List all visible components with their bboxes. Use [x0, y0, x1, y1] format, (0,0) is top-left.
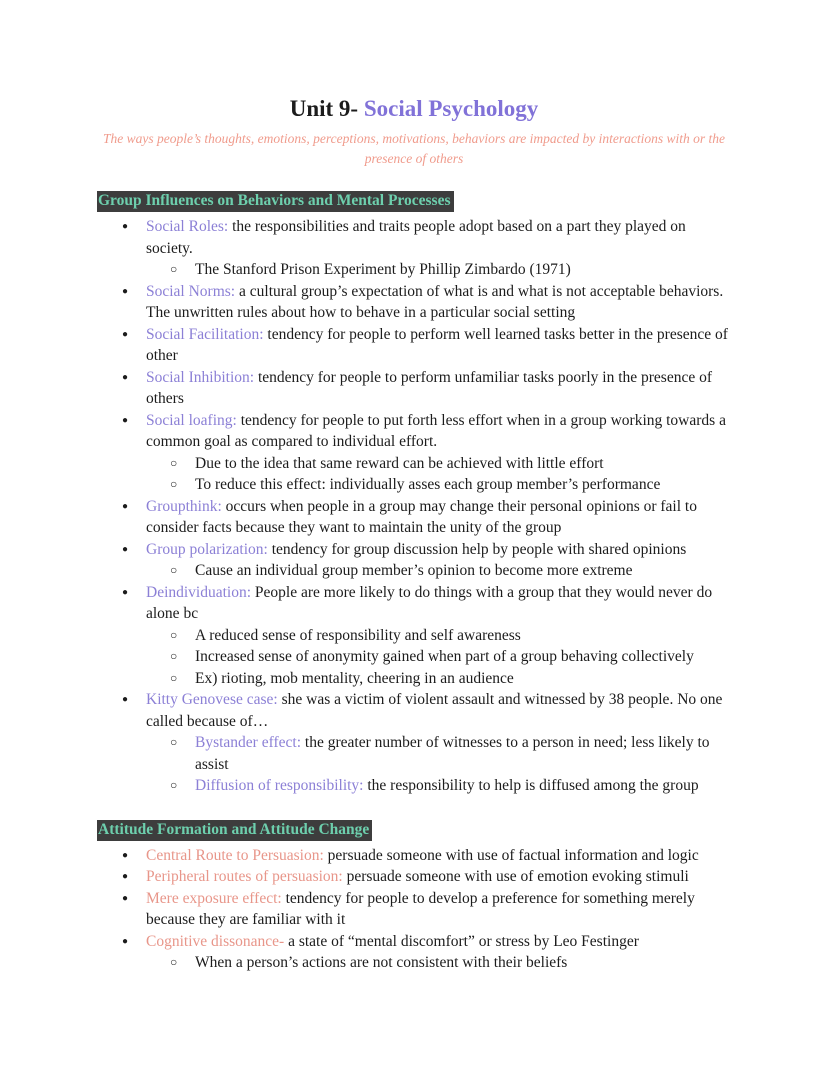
sub-bullet-item	[170, 732, 731, 775]
disc-bullet-icon: ●	[122, 871, 129, 882]
bullet-item	[122, 582, 731, 625]
disc-bullet-icon: ●	[122, 285, 129, 297]
circle-bullet-icon: ○	[170, 262, 178, 276]
bullet-list	[97, 845, 731, 974]
definition-text: tendency for people to develop a preference for something merely because they are familiar with it	[146, 889, 695, 928]
bullet-text	[195, 732, 731, 775]
bullet-text	[195, 259, 731, 281]
sub-bullet-item	[170, 775, 731, 797]
bullet-item	[122, 367, 731, 410]
circle-bullet-icon: ○	[170, 563, 178, 577]
definition-text: a cultural group’s expectation of what is and what is not acceptable behaviors. The unwritten rules about how to behave in a particular social setting	[146, 282, 724, 321]
term-label: Cognitive dissonance-	[146, 932, 285, 950]
term-label: Diffusion of responsibility:	[195, 777, 364, 794]
disc-bullet-icon: ●	[122, 694, 129, 705]
definition-text: the responsibility to help is diffused among the group	[367, 777, 699, 794]
bullet-text	[146, 410, 731, 453]
circle-bullet-icon: ○	[170, 955, 178, 969]
bullet-text	[195, 625, 731, 647]
term-label: Social loafing:	[146, 411, 237, 429]
sub-bullet-item	[170, 560, 731, 582]
definition-text: the greater number of witnesses to a person in need; less likely to assist	[195, 734, 710, 773]
definition-text: tendency for people to put forth less effort when in a group working towards a common goal as compared to individual effort.	[146, 411, 726, 450]
disc-bullet-icon: ●	[122, 543, 129, 555]
bullet-text	[146, 281, 731, 324]
term-label: Group polarization:	[146, 540, 268, 558]
sub-bullet-item	[170, 668, 731, 690]
definition-text: tendency for group discussion help by people with shared opinions	[271, 540, 687, 558]
definition-text: The Stanford Prison Experiment by Phillip Zimbardo (1971)	[195, 261, 571, 278]
definition-text: Increased sense of anonymity gained when part of a group behaving collectively	[195, 648, 694, 665]
bullet-text	[195, 474, 731, 496]
circle-bullet-icon: ○	[170, 670, 178, 685]
definition-text: she was a victim of violent assault and witnessed by 38 people. No one called because of…	[146, 691, 723, 730]
sub-bullet-item	[170, 952, 731, 974]
bullet-text	[146, 367, 731, 410]
bullet-text	[146, 931, 731, 953]
bullet-text	[195, 646, 731, 668]
sections-container	[97, 191, 731, 974]
bullet-text	[146, 845, 731, 867]
document-content	[0, 94, 828, 974]
circle-bullet-icon: ○	[170, 477, 178, 491]
sub-bullet-item	[170, 259, 731, 281]
definition-text: persuade someone with use of emotion evoking stimuli	[346, 868, 689, 885]
disc-bullet-icon: ●	[122, 371, 129, 383]
term-label: Social Roles:	[146, 218, 229, 235]
disc-bullet-icon: ●	[122, 892, 129, 904]
term-label: Groupthink:	[146, 497, 222, 515]
bullet-text	[146, 216, 731, 259]
bullet-text	[146, 324, 731, 367]
definition-text: occurs when people in a group may change their personal opinions or fail to consider facts because they want to maintain the unity of the group	[146, 497, 697, 536]
disc-bullet-icon: ●	[122, 935, 129, 947]
definition-text: the responsibilities and traits people adopt based on a part they played on society.	[146, 218, 686, 257]
definition-text: a state of “mental discomfort” or stress by Leo Festinger	[288, 932, 639, 950]
page-title-accent: Social Psychology	[363, 96, 539, 121]
disc-bullet-icon: ●	[122, 586, 129, 598]
term-label: Social Norms:	[146, 282, 236, 300]
section-heading: Group Influences on Behaviors and Mental Processes	[97, 191, 454, 212]
bullet-item	[122, 281, 731, 324]
disc-bullet-icon: ●	[122, 500, 129, 512]
term-label: Deindividuation:	[146, 583, 252, 601]
definition-text: People are more likely to do things with a group that they would never do alone bc	[146, 583, 713, 622]
bullet-item	[122, 931, 731, 953]
circle-bullet-icon: ○	[170, 735, 178, 749]
term-label: Social Inhibition:	[146, 368, 255, 386]
bullet-text	[146, 689, 731, 732]
page-title	[97, 94, 731, 124]
page-subtitle: The ways people’s thoughts, emotions, perceptions, motivations, behaviors are impacted by interactions with or the presence of others	[103, 131, 725, 166]
bullet-item	[122, 888, 731, 931]
bullet-item	[122, 539, 731, 561]
bullet-text	[195, 775, 731, 797]
term-label: Central Route to Persuasion:	[146, 846, 324, 864]
bullet-text	[146, 582, 731, 625]
circle-bullet-icon: ○	[170, 627, 178, 642]
definition-text: Ex) rioting, mob mentality, cheering in an audience	[195, 669, 514, 687]
section	[97, 820, 731, 974]
disc-bullet-icon: ●	[122, 849, 129, 861]
page-title-prefix: Unit 9-	[289, 96, 364, 121]
bullet-text	[146, 496, 731, 539]
bullet-text	[195, 560, 731, 582]
sub-bullet-item	[170, 625, 731, 647]
bullet-text	[195, 952, 731, 974]
definition-text: Due to the idea that same reward can be achieved with little effort	[195, 454, 604, 472]
term-label: Mere exposure effect:	[146, 889, 282, 907]
bullet-item	[122, 689, 731, 732]
disc-bullet-icon: ●	[122, 221, 129, 232]
definition-text: tendency for people to perform well learned tasks better in the presence of other	[146, 325, 728, 364]
term-label: Peripheral routes of persuasion:	[146, 868, 343, 885]
definition-text: tendency for people to perform unfamiliar tasks poorly in the presence of others	[146, 368, 713, 407]
term-label: Bystander effect:	[195, 734, 302, 751]
disc-bullet-icon: ●	[122, 328, 129, 340]
bullet-item	[122, 866, 731, 888]
disc-bullet-icon: ●	[122, 414, 129, 426]
bullet-item	[122, 845, 731, 867]
bullet-text	[146, 888, 731, 931]
circle-bullet-icon: ○	[170, 649, 178, 663]
bullet-item	[122, 324, 731, 367]
bullet-list	[97, 216, 731, 797]
definition-text: Cause an individual group member’s opinion to become more extreme	[195, 562, 633, 579]
term-label: Social Facilitation:	[146, 325, 264, 343]
bullet-text	[195, 453, 731, 475]
sub-bullet-item	[170, 646, 731, 668]
definition-text: A reduced sense of responsibility and self awareness	[195, 626, 521, 644]
term-label: Kitty Genovese case:	[146, 691, 278, 708]
bullet-text	[146, 539, 731, 561]
bullet-text	[195, 668, 731, 690]
sub-bullet-item	[170, 474, 731, 496]
sub-bullet-item	[170, 453, 731, 475]
bullet-item	[122, 216, 731, 259]
definition-text: To reduce this effect: individually asses each group member’s performance	[195, 476, 661, 493]
definition-text: persuade someone with use of factual information and logic	[327, 846, 699, 864]
bullet-item	[122, 496, 731, 539]
circle-bullet-icon: ○	[170, 778, 178, 792]
section	[97, 191, 731, 797]
bullet-text	[146, 866, 731, 888]
definition-text: When a person’s actions are not consistent with their beliefs	[195, 954, 568, 971]
bullet-item	[122, 410, 731, 453]
circle-bullet-icon: ○	[170, 455, 178, 470]
section-heading: Attitude Formation and Attitude Change	[97, 820, 372, 841]
